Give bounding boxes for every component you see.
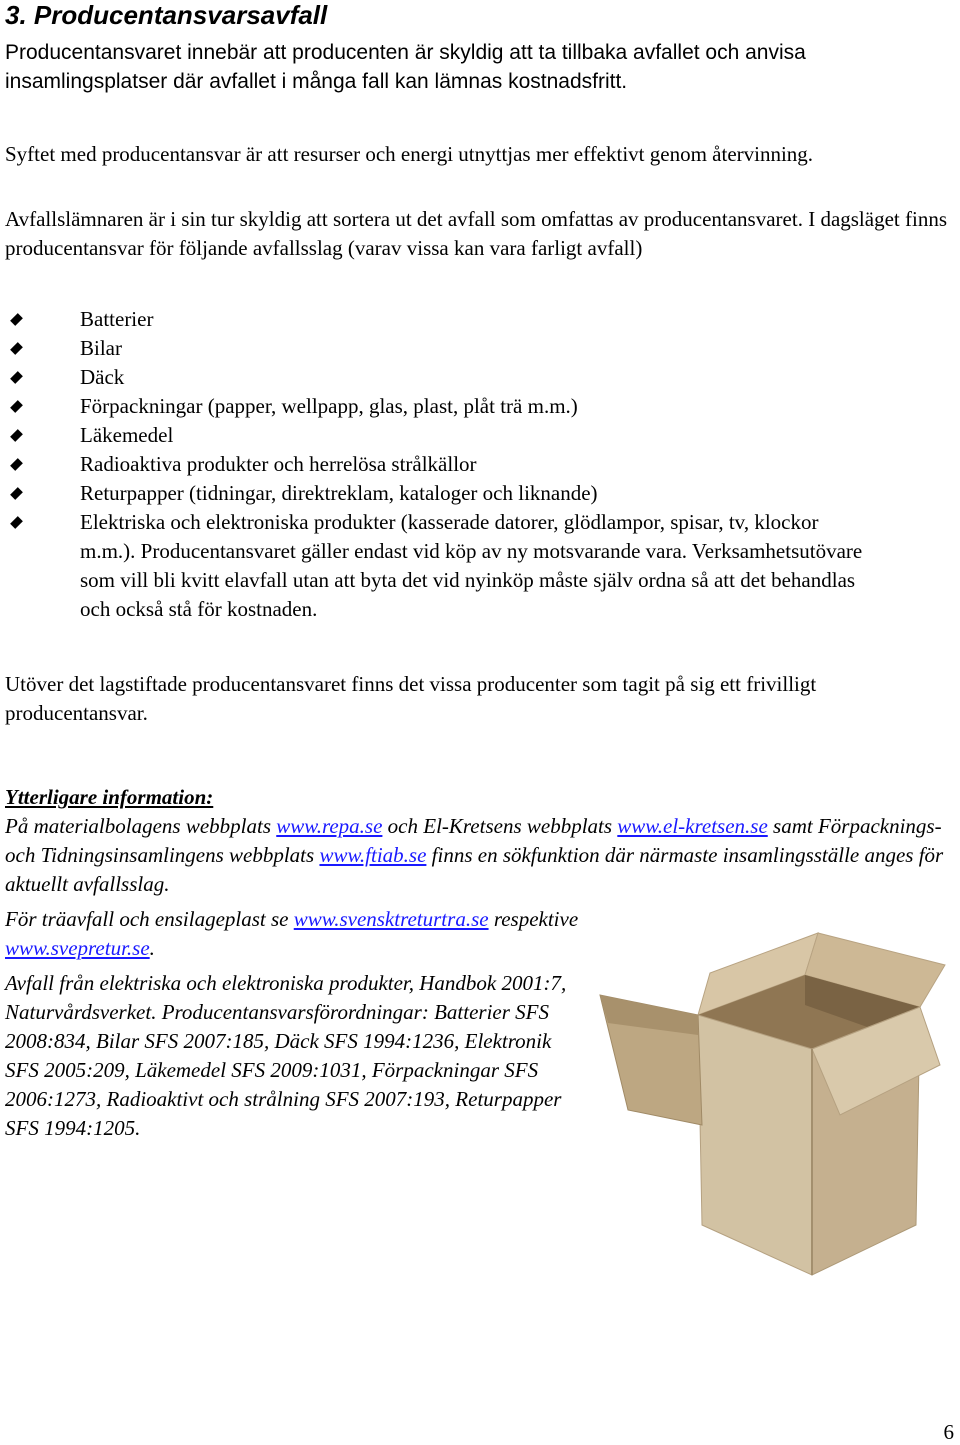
svensktreturtra-link[interactable]: www.svensktreturtra.se [293,907,489,931]
wood-waste-paragraph: För träavfall och ensilageplast se www.svensktreturtra.se respektive www.svepretur.se. [5,907,579,960]
diamond-bullet-icon [10,516,23,529]
diamond-bullet-icon [10,458,23,471]
box-left-face [698,1015,812,1275]
diamond-bullet-icon [10,400,23,413]
page-number: 6 [943,1420,954,1444]
references-paragraph: Avfall från elektriska och elektroniska produkter, Handbok 2001:7, Naturvårdsverket. Producentansvarsförordningar: Batterier SFS 2008:834, Bilar SFS 2007:185, Däck SFS 1994:1236, Elektronik SFS 2005:209, Läkemedel SFS 2009:1031, Förpackningar SFS 2006:1273, Radioaktivt och strålning SFS 2007:193, Returpapper SFS 1994:1205. [5,971,567,1140]
list-item: Elektriska och elektroniska produkter (kasserade datorer, glödlampor, spisar, tv, klockor m.m.). Producentansvaret gäller endast vid köp av ny motsvarande vara. Verksamhetsutövare som vill bli kvitt elavfall utan att byta det vid nyinköp måste själv ordna så att det behandlas och också stå för kostnaden. [0,508,870,624]
list-item: Radioaktiva produkter och herrelösa strålkällor [0,450,870,479]
intro-paragraph: Producentansvaret innebär att producenten är skyldig att ta tillbaka avfallet och anvisa insamlingsplatser där avfallet i många fall kan lämnas kostnadsfritt. [5,41,806,93]
diamond-bullet-icon [10,342,23,355]
voluntary-paragraph: Utöver det lagstiftade producentansvaret finns det vissa producenter som tagit på sig ett frivilligt producentansvar. [5,672,817,725]
list-item: Returpapper (tidningar, direktreklam, kataloger och liknande) [0,479,870,508]
svepretur-link[interactable]: www.svepretur.se [5,936,150,960]
diamond-bullet-icon [10,429,23,442]
diamond-bullet-icon [10,371,23,384]
list-item: Förpackningar (papper, wellpapp, glas, plast, plåt trä m.m.) [0,392,870,421]
section-heading: 3. Producentansvarsavfall [5,0,328,30]
diamond-bullet-icon [10,313,23,326]
diamond-bullet-icon [10,487,23,500]
list-item: Däck [0,363,870,392]
list-item: Batterier [0,305,870,334]
el-kretsen-link[interactable]: www.el-kretsen.se [617,814,768,838]
collection-info-paragraph: På materialbolagens webbplats www.repa.se och El-Kretsens webbplats www.el-kretsen.se samt Förpacknings- och Tidningsinsamlingens webbplats www.ftiab.se finns en sökfunktion där närmaste insamlingsställe anges för aktuellt avfallsslag. [5,814,944,896]
list-item: Bilar [0,334,870,363]
more-info-title: Ytterligare information: [5,785,214,809]
ftiab-link[interactable]: www.ftiab.se [319,843,427,867]
list-item: Läkemedel [0,421,870,450]
sorting-paragraph: Avfallslämnaren är i sin tur skyldig att sortera ut det avfall som omfattas av producentansvaret. I dagsläget finns producentansvar för följande avfallsslag (varav vissa kan vara farligt avfall) [5,207,947,260]
purpose-paragraph: Syftet med producentansvar är att resurser och energi utnyttjas mer effektivt genom återvinning. [5,142,814,166]
waste-type-list [0,305,960,624]
cardboard-box-picture [590,925,950,1280]
repa-link[interactable]: www.repa.se [276,814,383,838]
